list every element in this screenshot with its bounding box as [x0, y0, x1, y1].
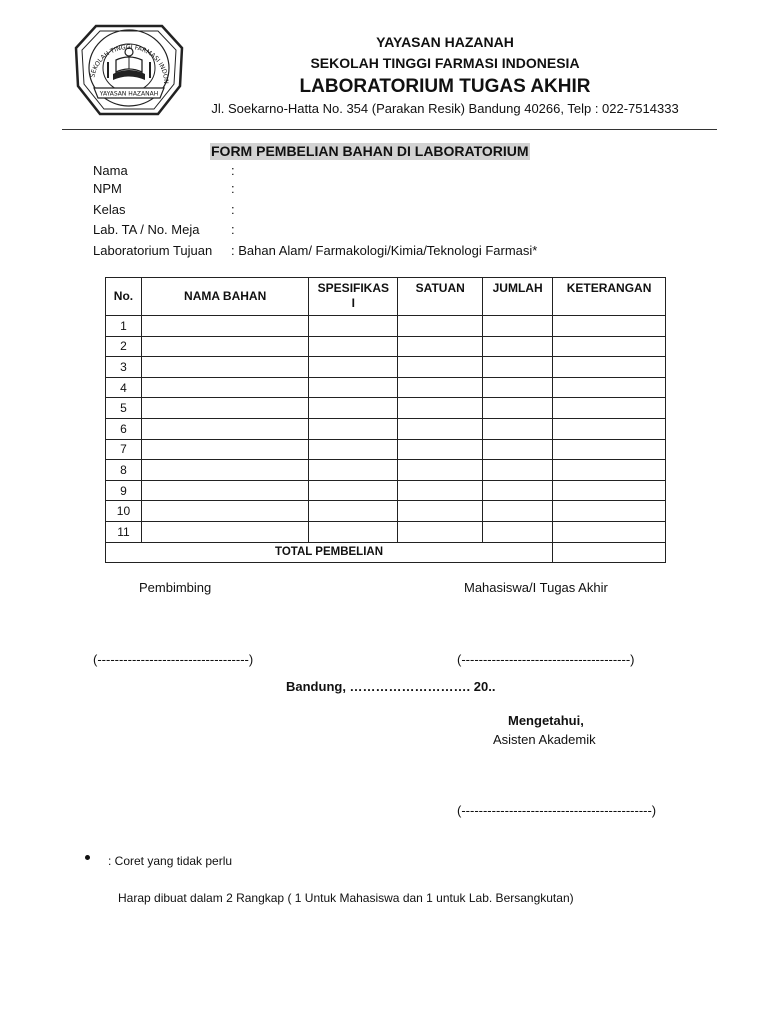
cell-total-value[interactable]	[553, 542, 666, 563]
table-row	[106, 398, 666, 419]
row-number: 10	[106, 501, 142, 522]
cell-satuan[interactable]	[398, 501, 483, 522]
cell-satuan[interactable]	[398, 377, 483, 398]
table-row	[106, 521, 666, 542]
cell-jumlah[interactable]	[483, 439, 553, 460]
field-label-nama: Nama	[93, 163, 128, 178]
foundation-name: YAYASAN HAZANAH	[376, 34, 514, 50]
row-number: 7	[106, 439, 142, 460]
cell-nama-bahan[interactable]	[141, 357, 308, 378]
cell-jumlah[interactable]	[483, 480, 553, 501]
cell-spesifikasi[interactable]	[309, 480, 398, 501]
ack-signature-line[interactable]: (--------------------------------------------)	[457, 803, 657, 818]
cell-satuan[interactable]	[398, 418, 483, 439]
cell-jumlah[interactable]	[483, 398, 553, 419]
cell-jumlah[interactable]	[483, 357, 553, 378]
place-date: Bandung, ………………………. 20..	[286, 679, 496, 694]
cell-keterangan[interactable]	[553, 480, 666, 501]
mahasiswa-title: Mahasiswa/I Tugas Akhir	[464, 580, 608, 595]
cell-satuan[interactable]	[398, 398, 483, 419]
cell-keterangan[interactable]	[553, 460, 666, 481]
cell-keterangan[interactable]	[553, 377, 666, 398]
field-label-lab-tujuan: Laboratorium Tujuan	[93, 243, 213, 258]
col-header-satuan: SATUAN	[398, 278, 483, 316]
table-row	[106, 357, 666, 378]
lab-name: LABORATORIUM TUGAS AKHIR	[299, 76, 591, 97]
purchase-table	[105, 277, 666, 563]
cell-spesifikasi[interactable]	[309, 418, 398, 439]
logo-emblem-icon	[72, 22, 186, 120]
cell-spesifikasi[interactable]	[309, 357, 398, 378]
field-value-npm[interactable]: :	[231, 181, 235, 196]
cell-nama-bahan[interactable]	[141, 439, 308, 460]
row-number: 3	[106, 357, 142, 378]
table-row	[106, 501, 666, 522]
cell-keterangan[interactable]	[553, 316, 666, 337]
address-line: Jl. Soekarno-Hatta No. 354 (Parakan Resik) Bandung 40266, Telp : 022-7514333	[211, 101, 679, 116]
cell-jumlah[interactable]	[483, 377, 553, 398]
cell-jumlah[interactable]	[483, 460, 553, 481]
mahasiswa-signature-line[interactable]: (---------------------------------------)	[457, 652, 635, 667]
cell-spesifikasi[interactable]	[309, 398, 398, 419]
col-header-spesifikasi-line1: SPESIFIKAS	[317, 281, 390, 295]
cell-jumlah[interactable]	[483, 521, 553, 542]
cell-satuan[interactable]	[398, 439, 483, 460]
ack-title: Mengetahui,	[508, 713, 584, 728]
cell-spesifikasi[interactable]	[309, 316, 398, 337]
field-value-lab-tujuan[interactable]: : Bahan Alam/ Farmakologi/Kimia/Teknologi Farmasi*	[231, 243, 538, 258]
cell-nama-bahan[interactable]	[141, 521, 308, 542]
cell-nama-bahan[interactable]	[141, 501, 308, 522]
cell-satuan[interactable]	[398, 316, 483, 337]
table-row	[106, 439, 666, 460]
row-number: 4	[106, 377, 142, 398]
field-label-lab-meja: Lab. TA / No. Meja	[93, 222, 200, 237]
field-label-kelas: Kelas	[93, 202, 126, 217]
cell-nama-bahan[interactable]	[141, 377, 308, 398]
cell-nama-bahan[interactable]	[141, 418, 308, 439]
table-row	[106, 418, 666, 439]
cell-keterangan[interactable]	[553, 336, 666, 357]
cell-satuan[interactable]	[398, 521, 483, 542]
cell-keterangan[interactable]	[553, 521, 666, 542]
cell-nama-bahan[interactable]	[141, 316, 308, 337]
cell-jumlah[interactable]	[483, 418, 553, 439]
row-number: 9	[106, 480, 142, 501]
row-number: 5	[106, 398, 142, 419]
cell-spesifikasi[interactable]	[309, 377, 398, 398]
cell-nama-bahan[interactable]	[141, 460, 308, 481]
field-value-lab-meja[interactable]: :	[231, 222, 235, 237]
pembimbing-signature-line[interactable]: (-----------------------------------)	[93, 652, 254, 667]
table-row	[106, 336, 666, 357]
header-divider	[62, 129, 717, 130]
cell-keterangan[interactable]	[553, 398, 666, 419]
table-header-row	[106, 278, 666, 316]
cell-spesifikasi[interactable]	[309, 336, 398, 357]
bullet-icon	[85, 855, 90, 860]
cell-satuan[interactable]	[398, 480, 483, 501]
cell-jumlah[interactable]	[483, 316, 553, 337]
school-name: SEKOLAH TINGGI FARMASI INDONESIA	[310, 55, 580, 71]
cell-keterangan[interactable]	[553, 439, 666, 460]
row-number: 6	[106, 418, 142, 439]
cell-spesifikasi[interactable]	[309, 521, 398, 542]
cell-keterangan[interactable]	[553, 418, 666, 439]
logo-ring-text: SEKOLAH TINGGI FARMASI INDON	[89, 43, 170, 84]
col-header-jumlah: JUMLAH	[483, 278, 553, 316]
cell-spesifikasi[interactable]	[309, 501, 398, 522]
col-header-spesifikasi-line2: I	[351, 296, 356, 310]
table-row	[106, 377, 666, 398]
total-row	[106, 542, 666, 563]
col-header-keterangan: KETERANGAN	[553, 278, 666, 316]
col-header-no: No.	[106, 278, 142, 316]
copies-note: Harap dibuat dalam 2 Rangkap ( 1 Untuk Mahasiswa dan 1 untuk Lab. Bersangkutan)	[118, 891, 574, 905]
table-row	[106, 480, 666, 501]
row-number: 11	[106, 521, 142, 542]
cell-keterangan[interactable]	[553, 357, 666, 378]
cell-nama-bahan[interactable]	[141, 336, 308, 357]
cell-satuan[interactable]	[398, 336, 483, 357]
logo-banner-text: YAYASAN HAZANAH	[99, 90, 159, 98]
field-label-npm: NPM	[93, 181, 122, 196]
row-number: 8	[106, 460, 142, 481]
row-number: 2	[106, 336, 142, 357]
bullet-note: : Coret yang tidak perlu	[108, 854, 233, 868]
school-logo	[72, 22, 186, 120]
ack-role: Asisten Akademik	[493, 732, 596, 747]
cell-satuan[interactable]	[398, 460, 483, 481]
field-value-nama[interactable]: :	[231, 163, 235, 178]
cell-nama-bahan[interactable]	[141, 398, 308, 419]
table-row	[106, 316, 666, 337]
row-number: 1	[106, 316, 142, 337]
form-title: FORM PEMBELIAN BAHAN DI LABORATORIUM	[211, 143, 529, 159]
col-header-nama-bahan: NAMA BAHAN	[141, 278, 308, 316]
cell-jumlah[interactable]	[483, 336, 553, 357]
field-value-kelas[interactable]: :	[231, 202, 235, 217]
cell-keterangan[interactable]	[553, 501, 666, 522]
cell-spesifikasi[interactable]	[309, 439, 398, 460]
cell-jumlah[interactable]	[483, 501, 553, 522]
cell-spesifikasi[interactable]	[309, 460, 398, 481]
table-row	[106, 460, 666, 481]
cell-nama-bahan[interactable]	[141, 480, 308, 501]
pembimbing-title: Pembimbing	[139, 580, 212, 595]
total-label: TOTAL PEMBELIAN	[106, 542, 553, 563]
cell-satuan[interactable]	[398, 357, 483, 378]
col-header-spesifikasi	[309, 278, 398, 316]
